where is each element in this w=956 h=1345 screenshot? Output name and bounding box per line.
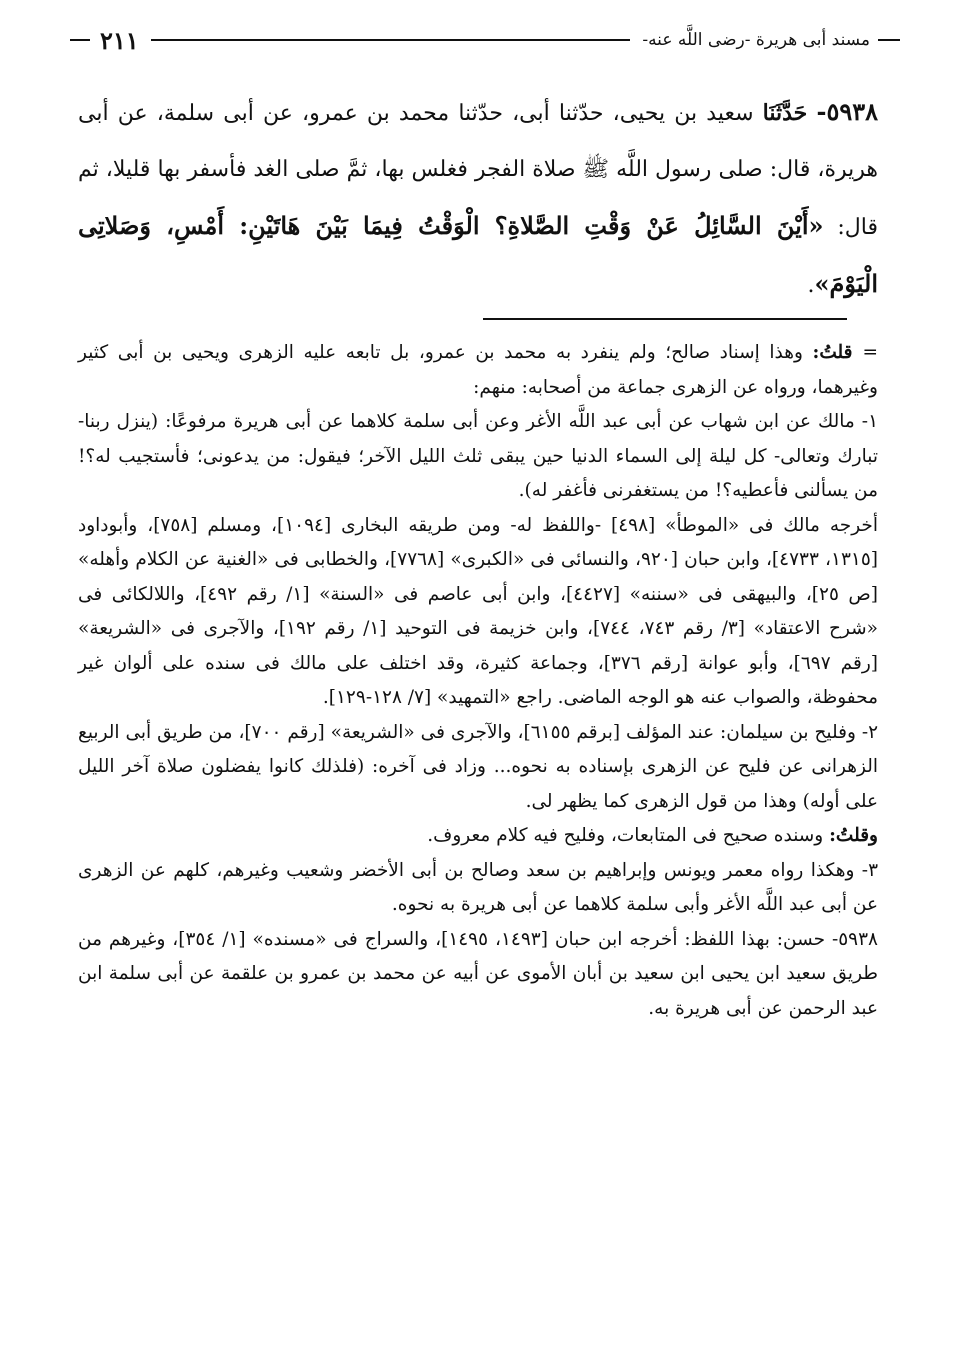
- hadith-body: سعيد بن يحيى، حدّثنا أبى، حدّثنا محمد بن عمرو، عن أبى سلمة، عن أبى هريرة، قال: صلى رسول اللَّه ﷺ صلاة الفجر فغلس بها، ثمَّ صلى الغد فأسفر بها قليلا، ثم قال:: [78, 101, 879, 240]
- qultu-label: وقلتُ:: [829, 825, 878, 846]
- hadith-quote: «أَيْنَ السَّائِلُ عَنْ وَقْتِ الصَّلاةِ؟ الْوَقْتُ فِيمَا بَيْنَ هَاتَيْنِ: أَمْسِ، وَصَلاتِى الْيَوْمَ»: [78, 211, 878, 298]
- note-paragraph: ٣- وهكذا رواه معمر ويونس وإبراهيم بن سعد وصالح بن أبى الأخضر وشعيب وغيرهم، كلهم عن الزهرى عن أبى عبد اللَّه الأغر وأبى سلمة كلاهما عن أبى هريرة به نحوه.: [78, 859, 878, 915]
- note-paragraph: ٢- وفليح بن سيلمان: عند المؤلف [برقم ٦١٥٥]، والآجرى فى «الشريعة» [رقم ٧٠٠]، من طريق أبى الربيع الزهرانى عن فليح عن الزهرى بإسناده به نحوه... وزاد فى آخره: (فلذلك كانوا يفضلون صلاة آخر الليل على أوله) وهذا من قول الزهرى كما يظهر لى.: [78, 721, 879, 812]
- hadith-number: ٥٩٣٨-: [816, 97, 878, 126]
- note-paragraph: ٥٩٣٨- حسن: بهذا اللفظ: أخرجه ابن حبان [١٤٩٣، ١٤٩٥]، والسراج فى «مسنده» [١/ ٣٥٤]، وغيرهم من طريق سعيد ابن يحيى ابن سعيد بن أبان الأموى عن أبيه عن محمد بن عمرو بن علقمة عن أبى سلمة ابن عبد الرحمن عن أبى هريرة به.: [78, 928, 878, 1019]
- haddathana: حَدَّثَنَا: [762, 100, 808, 126]
- footnote-rule: [483, 318, 847, 320]
- note-paragraph: [78, 336, 878, 405]
- hadith-text: [78, 84, 878, 314]
- note-paragraph: ١- مالك عن ابن شهاب عن أبى عبد اللَّه الأغر وعن أبى سلمة كلاهما عن أبى هريرة مرفوعًا: (ينزل ربنا- تبارك وتعالى- كل ليلة إلى السماء الدنيا حين يبقى ثلث الليل الآخر؛ فيقول: من يدعونى؛ فأستجيب له؟! من يسألنى فأعطيه؟! من يستغفرنى فأغفر له).: [78, 411, 878, 501]
- header-title: مسند أبى هريرة -رضى اللَّه عنه-: [642, 30, 870, 50]
- header-dash: [878, 39, 900, 41]
- hadith-end: .: [807, 273, 815, 298]
- note-paragraph: [78, 819, 878, 854]
- note-text: وهذا إسناد صالح؛ ولم ينفرد به محمد بن عمرو، بل تابعه عليه الزهرى ويحيى بن أبى كثير وغيرهما، ورواه عن الزهرى جماعة من أصحابه: منهم:: [78, 342, 878, 398]
- qultu-label: قلتُ:: [812, 342, 853, 363]
- header-dash: [70, 39, 90, 41]
- running-header: [70, 22, 900, 58]
- note-paragraph: أخرجه مالك فى «الموطأ» [٤٩٨] -واللفظ له- ومن طريقه البخارى [١٠٩٤]، ومسلم [٧٥٨]، وأبوداود [١٣١٥، ٤٧٣٣]، وابن حبان [٩٢٠، والنسائى فى «الكبرى» [٧٧٦٨]، والخطابى فى «الغنية عن الكلام وأهله» [ص ٢٥]، والبيهقى فى «سننه» [٤٤٢٧]، وابن أبى عاصم فى «السنة» [١/ رقم ٤٩٢]، واللالكائى فى «شرح الاعتقاد» [٣/ رقم ٧٤٣، ٧٤٤]، وابن خزيمة فى التوحيد [١/ رقم ١٩٢]، والآجرى فى «الشريعة» [رقم ٦٩٧]، وأبو عوانة [رقم ٣٧٦]، وجماعة كثيرة، وقد اختلف على مالك فى سنده على ألوان غير محفوظة، والصواب عنه هو الوجه الماضى. راجع «التمهيد» [٧/ ١٢٨-١٢٩].: [78, 514, 879, 708]
- page-number: ٢١١: [100, 25, 139, 55]
- continuation-marker: =: [862, 342, 878, 363]
- header-rule: [151, 39, 631, 41]
- footnotes: [78, 336, 878, 1026]
- note-text: وسنده صحيح فى المتابعات، وفليح فيه كلام معروف.: [427, 825, 830, 846]
